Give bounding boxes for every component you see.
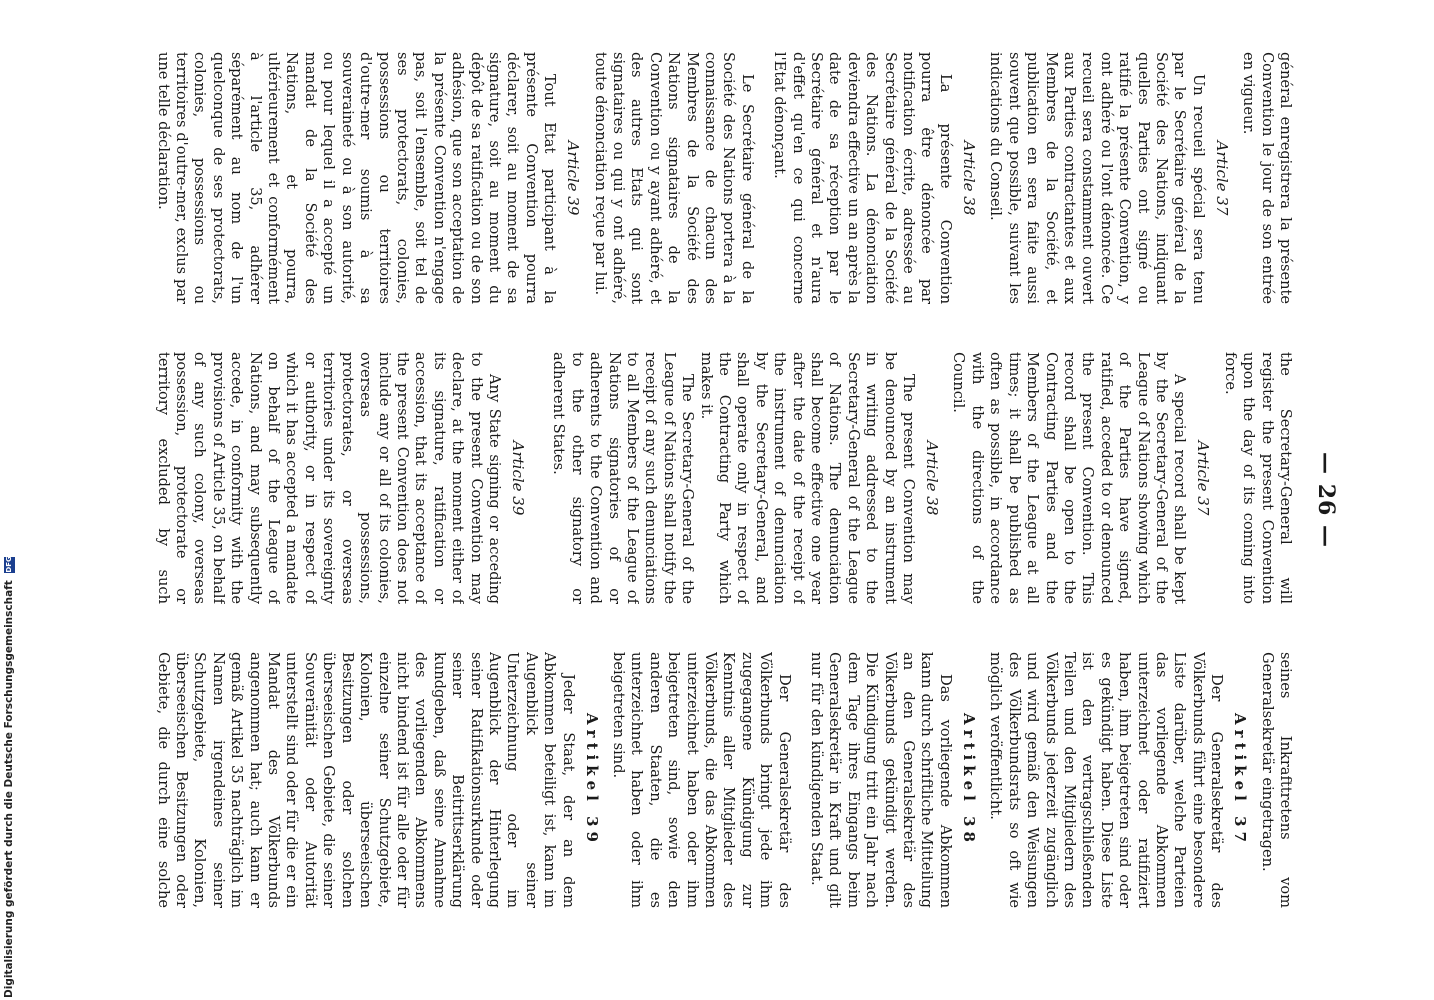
english-column — [154, 352, 1294, 604]
german-column — [154, 652, 1294, 908]
french-article-38-text: La présente Convention pourra être dénoncée par notification écrite, adressée au Secrétaire général de la Société des Nations. La dénonciation deviendra effective un an après la date de sa réception par le Secrétaire général et n'aura d'effet qu'en ce qui concerne l'Etat dénonçant. — [771, 52, 954, 304]
french-article-39-text: Tout Etat participant à la présente Convention pourra déclarer, soit au moment de sa signature, soit au moment du dépôt de sa ratification ou de son adhésion, que son acceptation de la présente Convention n'engage pas, soit l'ensemble, soit tel de ses protectorats, colonies, possessions ou territoires d'outre-mer soumis à sa souveraineté ou à son autorité, ou pour lequel il a accepté un mandat de la Société des Nations, et pourra, ultérieurement et conformément à l'article 35, adhérer séparément au nom de l'un quelconque de ses protectorats, colonies, possessions ou territoires d'outre-mer, exclus par une telle déclaration. — [154, 52, 559, 304]
french-article-37-title: Article 37 — [1212, 140, 1231, 216]
digitization-footer — [3, 0, 17, 998]
digitization-credit: Digitalisierung gefördert durch die Deutsche Forschungsgemeinschaft — [3, 580, 15, 998]
english-article-37-title: Article 37 — [1194, 440, 1213, 516]
french-article-38-title: Article 38 — [959, 140, 978, 216]
page-number: — 26 — — [1313, 452, 1339, 548]
german-article-38-title: Artikel 38 — [959, 713, 978, 847]
french-article-39-title: Article 39 — [564, 140, 583, 216]
french-article-37-text: Un recueil spécial sera tenu par le Secrétaire général de la Société des Nations, indiquant quelles Parties ont signé ou ratifié la présente Convention, y ont adhéré ou l'ont dénoncée. Ce recueil sera constamment ouvert aux Parties contractantes et aux Membres de la Société, et publication en sera faite aussi souvent que possible, suivant les indications du Conseil. — [987, 52, 1207, 304]
german-article-39-title: Artikel 39 — [582, 713, 601, 847]
german-intro: seines Inkrafttretens vom Generalsekretär eingetragen. — [1258, 652, 1294, 908]
english-article-38-text-2: The Secretary-General of the League of Nations shall notify the receipt of any such denunciations to all Members of the League of Nations signatories of or adherents to the Convention and to the other signatory or adherent States. — [550, 352, 697, 604]
english-intro: the Secretary-General will register the present Convention upon the day of its coming into force. — [1221, 352, 1294, 604]
english-article-39-text: Any State signing or acceding to the present Convention may declare, at the moment either of its signature, ratification or accession, that its acceptance of the present Convention does not include any or all of its colonies, overseas possessions, protectorates, or overseas territories under its sovereignty or authority, or in respect of which it has accepted a mandate on behalf of the League of Nations, and may subsequently accede, in conformity with the provisions of Article 35, on behalf of any such colony, overseas possession, protectorate or territory excluded by such — [154, 352, 503, 604]
dfg-logo-icon: DFG — [4, 556, 13, 573]
german-article-39-text: Jeder Staat, der an dem Abkommen beteiligt ist, kann im Augenblick seiner Unterzeichnung oder im Augenblick der Hinterlegung seiner Ratifikationsurkunde oder seiner Beitrittserklärung kundgeben, daß seine Annahme des vorliegenden Abkommens nicht bindend ist für alle oder für einzelne seiner Schutzgebiete, Kolonien, überseeischen Besitzungen oder solchen überseeischen Gebiete, die seiner Souveränität oder Autorität unterstellt sind oder für die er ein Mandat des Völkerbunds angenommen hat; auch kann er gemäß Artikel 35 nachträglich im Namen irgendeines seiner Schutzgebiete, Kolonien, überseeischen Besitzungen oder Gebiete, die durch eine solche — [154, 652, 577, 908]
english-article-37-text: A special record shall be kept by the Secretary-General of the League of Nations showing which of the Parties have signed, ratified, acceded to or denounced the present Convention. This record shall be open to the Contracting Parties and the Members of the League at all times; it shall be published as often as possible, in accordance with the directions of the Council. — [950, 352, 1189, 604]
german-article-38-text-2: Der Generalsekretär des Völkerbunds bringt jede ihm zugegangene Kündigung zur Kenntnis aller Mitglieder des Völkerbunds, die das Abkommen unterzeichnet haben oder ihm beigetreten sind, sowie den anderen Staaten, die es unterzeichnet haben oder ihm beigetreten sind. — [610, 652, 793, 908]
german-article-38-text: Das vorliegende Abkommen kann durch schriftliche Mitteilung an den Generalsekretär des Völkerbunds gekündigt werden. Die Kündigung tritt ein Jahr nach dem Tage ihres Eingangs beim Generalsekretär in Kraft und gilt nur für den kündigenden Staat. — [808, 652, 954, 908]
german-article-37-title: Artikel 37 — [1231, 713, 1250, 847]
english-article-39-title: Article 39 — [508, 440, 527, 516]
english-article-38-text: The present Convention may be denounced by an instrument in writing addressed to the Secretary-General of the League of Nations. The denunciation shall become effective one year after the date of the receipt of the instrument of denunciation by the Secretary-General, and shall operate only in respect of the Contracting Party which makes it. — [697, 352, 918, 604]
german-article-37-text: Der Generalsekretär des Völkerbunds führt eine besondere Liste darüber, welche Parteien das vorliegende Abkommen unterzeichnet oder ratifiziert haben, ihm beigetreten sind oder es gekündigt haben. Diese Liste ist den vertragschließenden Teilen und den Mitgliedern des Völkerbunds jederzeit zugänglich und wird gemäß den Weisungen des Völkerbundsrats so oft wie möglich veröffentlicht. — [987, 652, 1226, 908]
french-column — [154, 52, 1294, 304]
french-intro: général enregistrera la présente Convention le jour de son entrée en vigueur. — [1240, 52, 1294, 304]
english-article-38-title: Article 38 — [923, 440, 942, 516]
french-article-38-text-2: Le Secrétaire général de la Société des Nations portera à la connaissance de chacun des Membres de la Société des Nations signataires de la Convention ou y ayant adhéré, et des autres Etats qui sont signataires ou qui y ont adhéré, toute dénonciation reçue par lui. — [591, 52, 756, 304]
